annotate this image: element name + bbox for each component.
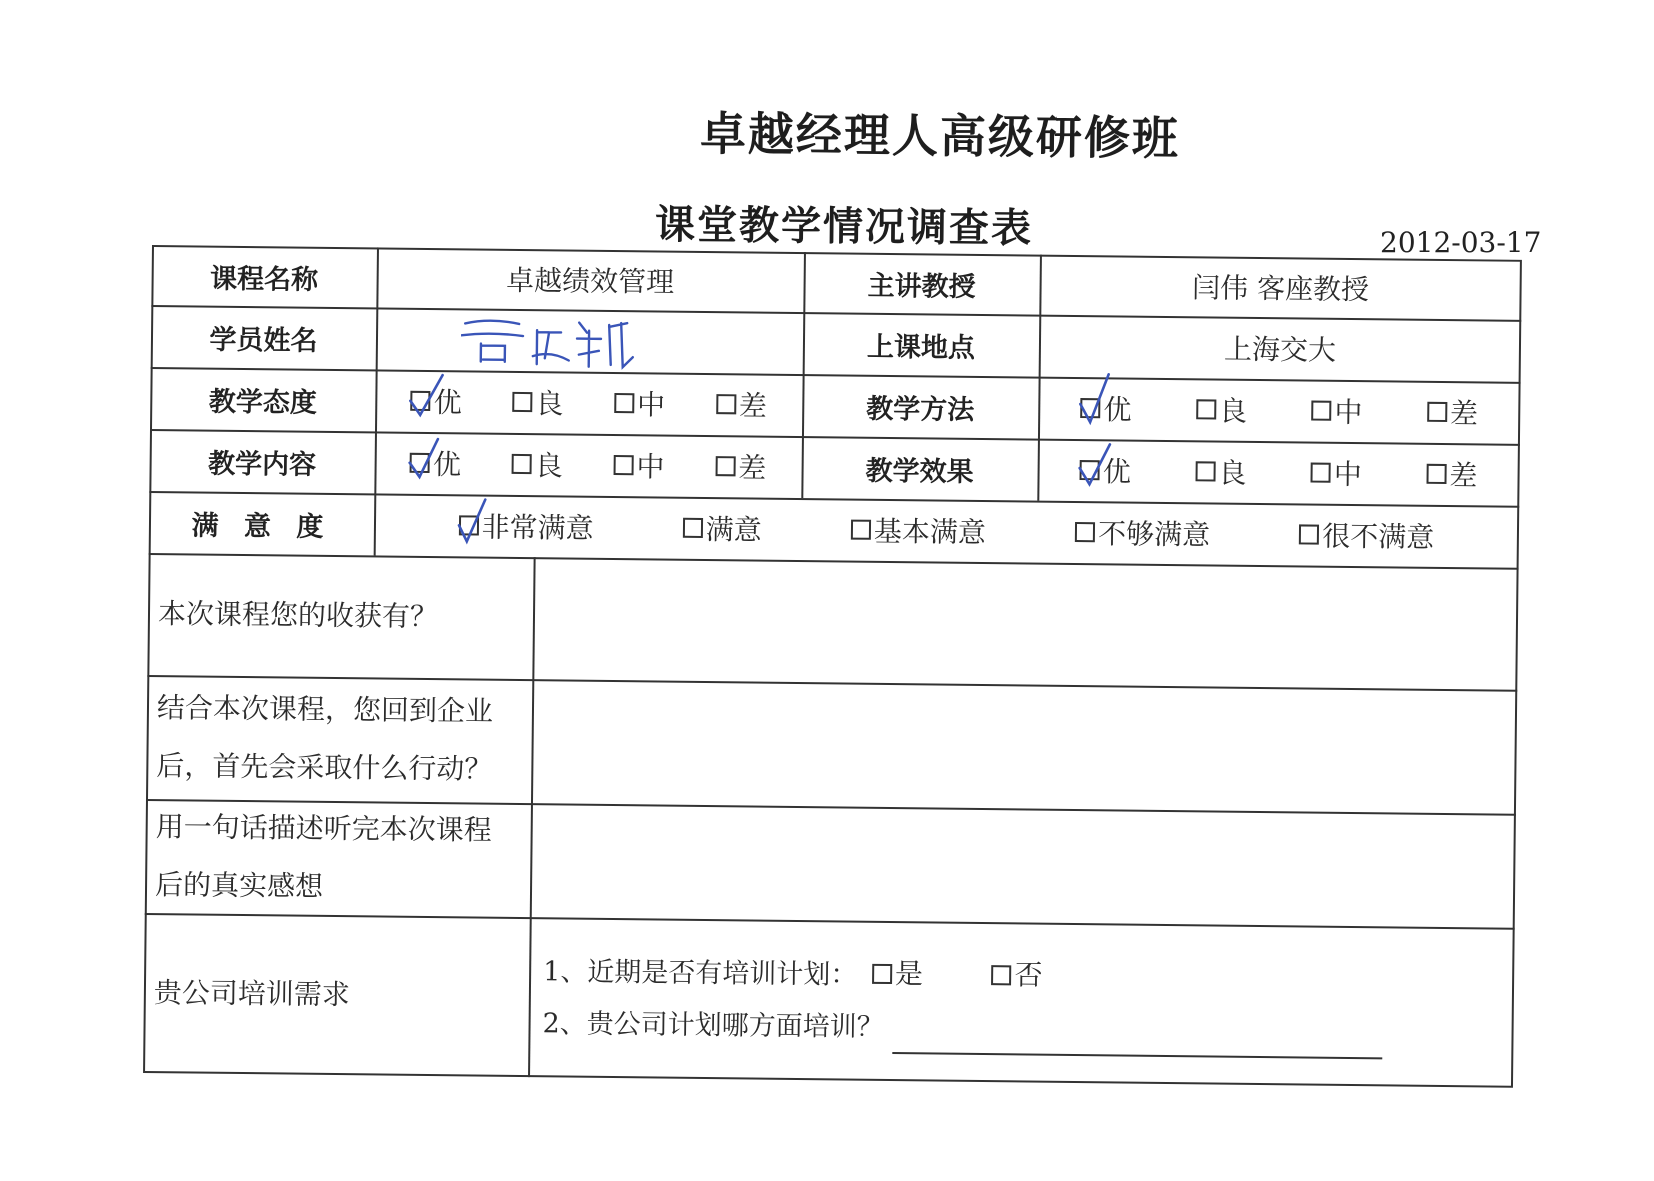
method-option-average[interactable]: 中	[1311, 391, 1362, 432]
checkmark-icon	[1078, 440, 1119, 490]
answer-gains[interactable]	[532, 557, 1518, 690]
checkbox[interactable]	[614, 393, 634, 413]
answer-actions[interactable]	[531, 679, 1517, 814]
effect-option-average[interactable]: 中	[1311, 453, 1362, 494]
question-feelings: 用一句话描述听完本次课程 后的真实感想	[154, 810, 492, 903]
checkbox[interactable]	[1427, 402, 1447, 422]
course-name-label: 课程名称	[209, 263, 319, 296]
checkbox[interactable]	[1299, 524, 1319, 544]
location-label: 上课地点	[866, 331, 976, 364]
effect-label: 教学效果	[865, 455, 974, 488]
checkbox-checked[interactable]	[411, 391, 431, 411]
training-needs-answers	[528, 917, 1515, 1088]
content-option-good[interactable]: 良	[512, 444, 563, 485]
page-title: 卓越经理人高级研修班	[699, 106, 1181, 166]
attitude-options	[375, 369, 803, 436]
checkbox[interactable]	[1196, 399, 1216, 419]
course-name-value: 卓越绩效管理	[505, 263, 675, 299]
training-area-blank-field[interactable]	[892, 1028, 1382, 1059]
checkmark-icon	[408, 371, 449, 421]
satisfaction-label: 满 意 度	[191, 509, 332, 543]
checkbox[interactable]	[1311, 401, 1331, 421]
attitude-option-good[interactable]: 良	[512, 382, 563, 423]
training-needs-label: 贵公司培训需求	[153, 976, 351, 1012]
location-value: 上海交大	[1223, 332, 1337, 367]
attitude-option-poor[interactable]: 差	[716, 384, 767, 425]
training-plan-no[interactable]: 否	[991, 949, 1043, 1002]
checkbox[interactable]	[872, 964, 892, 984]
checkbox[interactable]	[1075, 522, 1095, 542]
professor-value: 闫伟 客座教授	[1191, 271, 1370, 307]
form-date: 2012-03-17	[1380, 226, 1542, 259]
checkbox-checked[interactable]	[1080, 398, 1100, 418]
checkbox[interactable]	[991, 965, 1011, 985]
checkbox[interactable]	[851, 520, 871, 540]
checkbox-checked[interactable]	[410, 453, 430, 473]
checkbox-checked[interactable]	[1080, 460, 1100, 480]
student-name-label: 学员姓名	[209, 324, 318, 357]
checkbox-checked[interactable]	[458, 515, 478, 535]
attitude-option-excellent[interactable]: 优	[410, 381, 461, 422]
checkbox[interactable]	[1311, 463, 1331, 483]
handwritten-name-signature	[461, 309, 662, 371]
checkbox[interactable]	[716, 394, 736, 414]
survey-table	[143, 245, 1522, 1088]
checkmark-icon	[456, 495, 497, 545]
content-label: 教学内容	[207, 448, 317, 481]
checkbox[interactable]	[1195, 461, 1215, 481]
question-gains: 本次课程您的收获有？	[157, 597, 439, 634]
satisfaction-option-satisfied[interactable]: 满意	[683, 508, 762, 549]
satisfaction-option-very-unsatisfied[interactable]: 很不满意	[1299, 514, 1434, 555]
method-options	[1038, 377, 1521, 444]
training-plan-yes[interactable]: 是	[872, 948, 924, 1001]
method-option-excellent[interactable]: 优	[1080, 388, 1131, 429]
satisfaction-option-not-enough[interactable]: 不够满意	[1075, 512, 1210, 553]
attitude-option-average[interactable]: 中	[614, 383, 665, 424]
method-option-poor[interactable]: 差	[1427, 392, 1478, 433]
method-option-good[interactable]: 良	[1196, 389, 1247, 430]
effect-option-excellent[interactable]: 优	[1080, 450, 1131, 491]
method-label: 教学方法	[866, 393, 975, 426]
checkbox[interactable]	[1426, 464, 1446, 484]
effect-options	[1037, 439, 1520, 506]
checkbox[interactable]	[512, 392, 532, 412]
content-option-average[interactable]: 中	[613, 445, 664, 486]
checkbox[interactable]	[613, 455, 633, 475]
professor-label: 主讲教授	[867, 270, 976, 303]
question-actions: 结合本次课程，您回到企业 后，首先会采取什么行动？	[156, 691, 494, 786]
checkbox[interactable]	[683, 518, 703, 538]
content-options	[374, 431, 802, 498]
attitude-label: 教学态度	[208, 386, 317, 419]
student-name-field[interactable]	[376, 307, 804, 374]
checkbox[interactable]	[715, 456, 735, 476]
satisfaction-option-very-satisfied[interactable]: 非常满意	[458, 505, 593, 546]
training-area-question: 2、贵公司计划哪方面培训？	[542, 998, 1382, 1059]
checkmark-icon	[408, 433, 449, 483]
content-option-poor[interactable]: 差	[715, 446, 766, 487]
answer-feelings[interactable]	[530, 803, 1516, 928]
training-plan-question: 1、近期是否有培训计划： 是 否	[543, 944, 1043, 1003]
checkmark-icon	[1078, 378, 1119, 428]
checkbox[interactable]	[512, 454, 532, 474]
form-subtitle: 课堂教学情况调查表	[654, 202, 1034, 252]
satisfaction-option-basic[interactable]: 基本满意	[851, 510, 986, 551]
content-option-excellent[interactable]: 优	[410, 443, 461, 484]
effect-option-good[interactable]: 良	[1195, 451, 1246, 492]
effect-option-poor[interactable]: 差	[1426, 454, 1477, 495]
